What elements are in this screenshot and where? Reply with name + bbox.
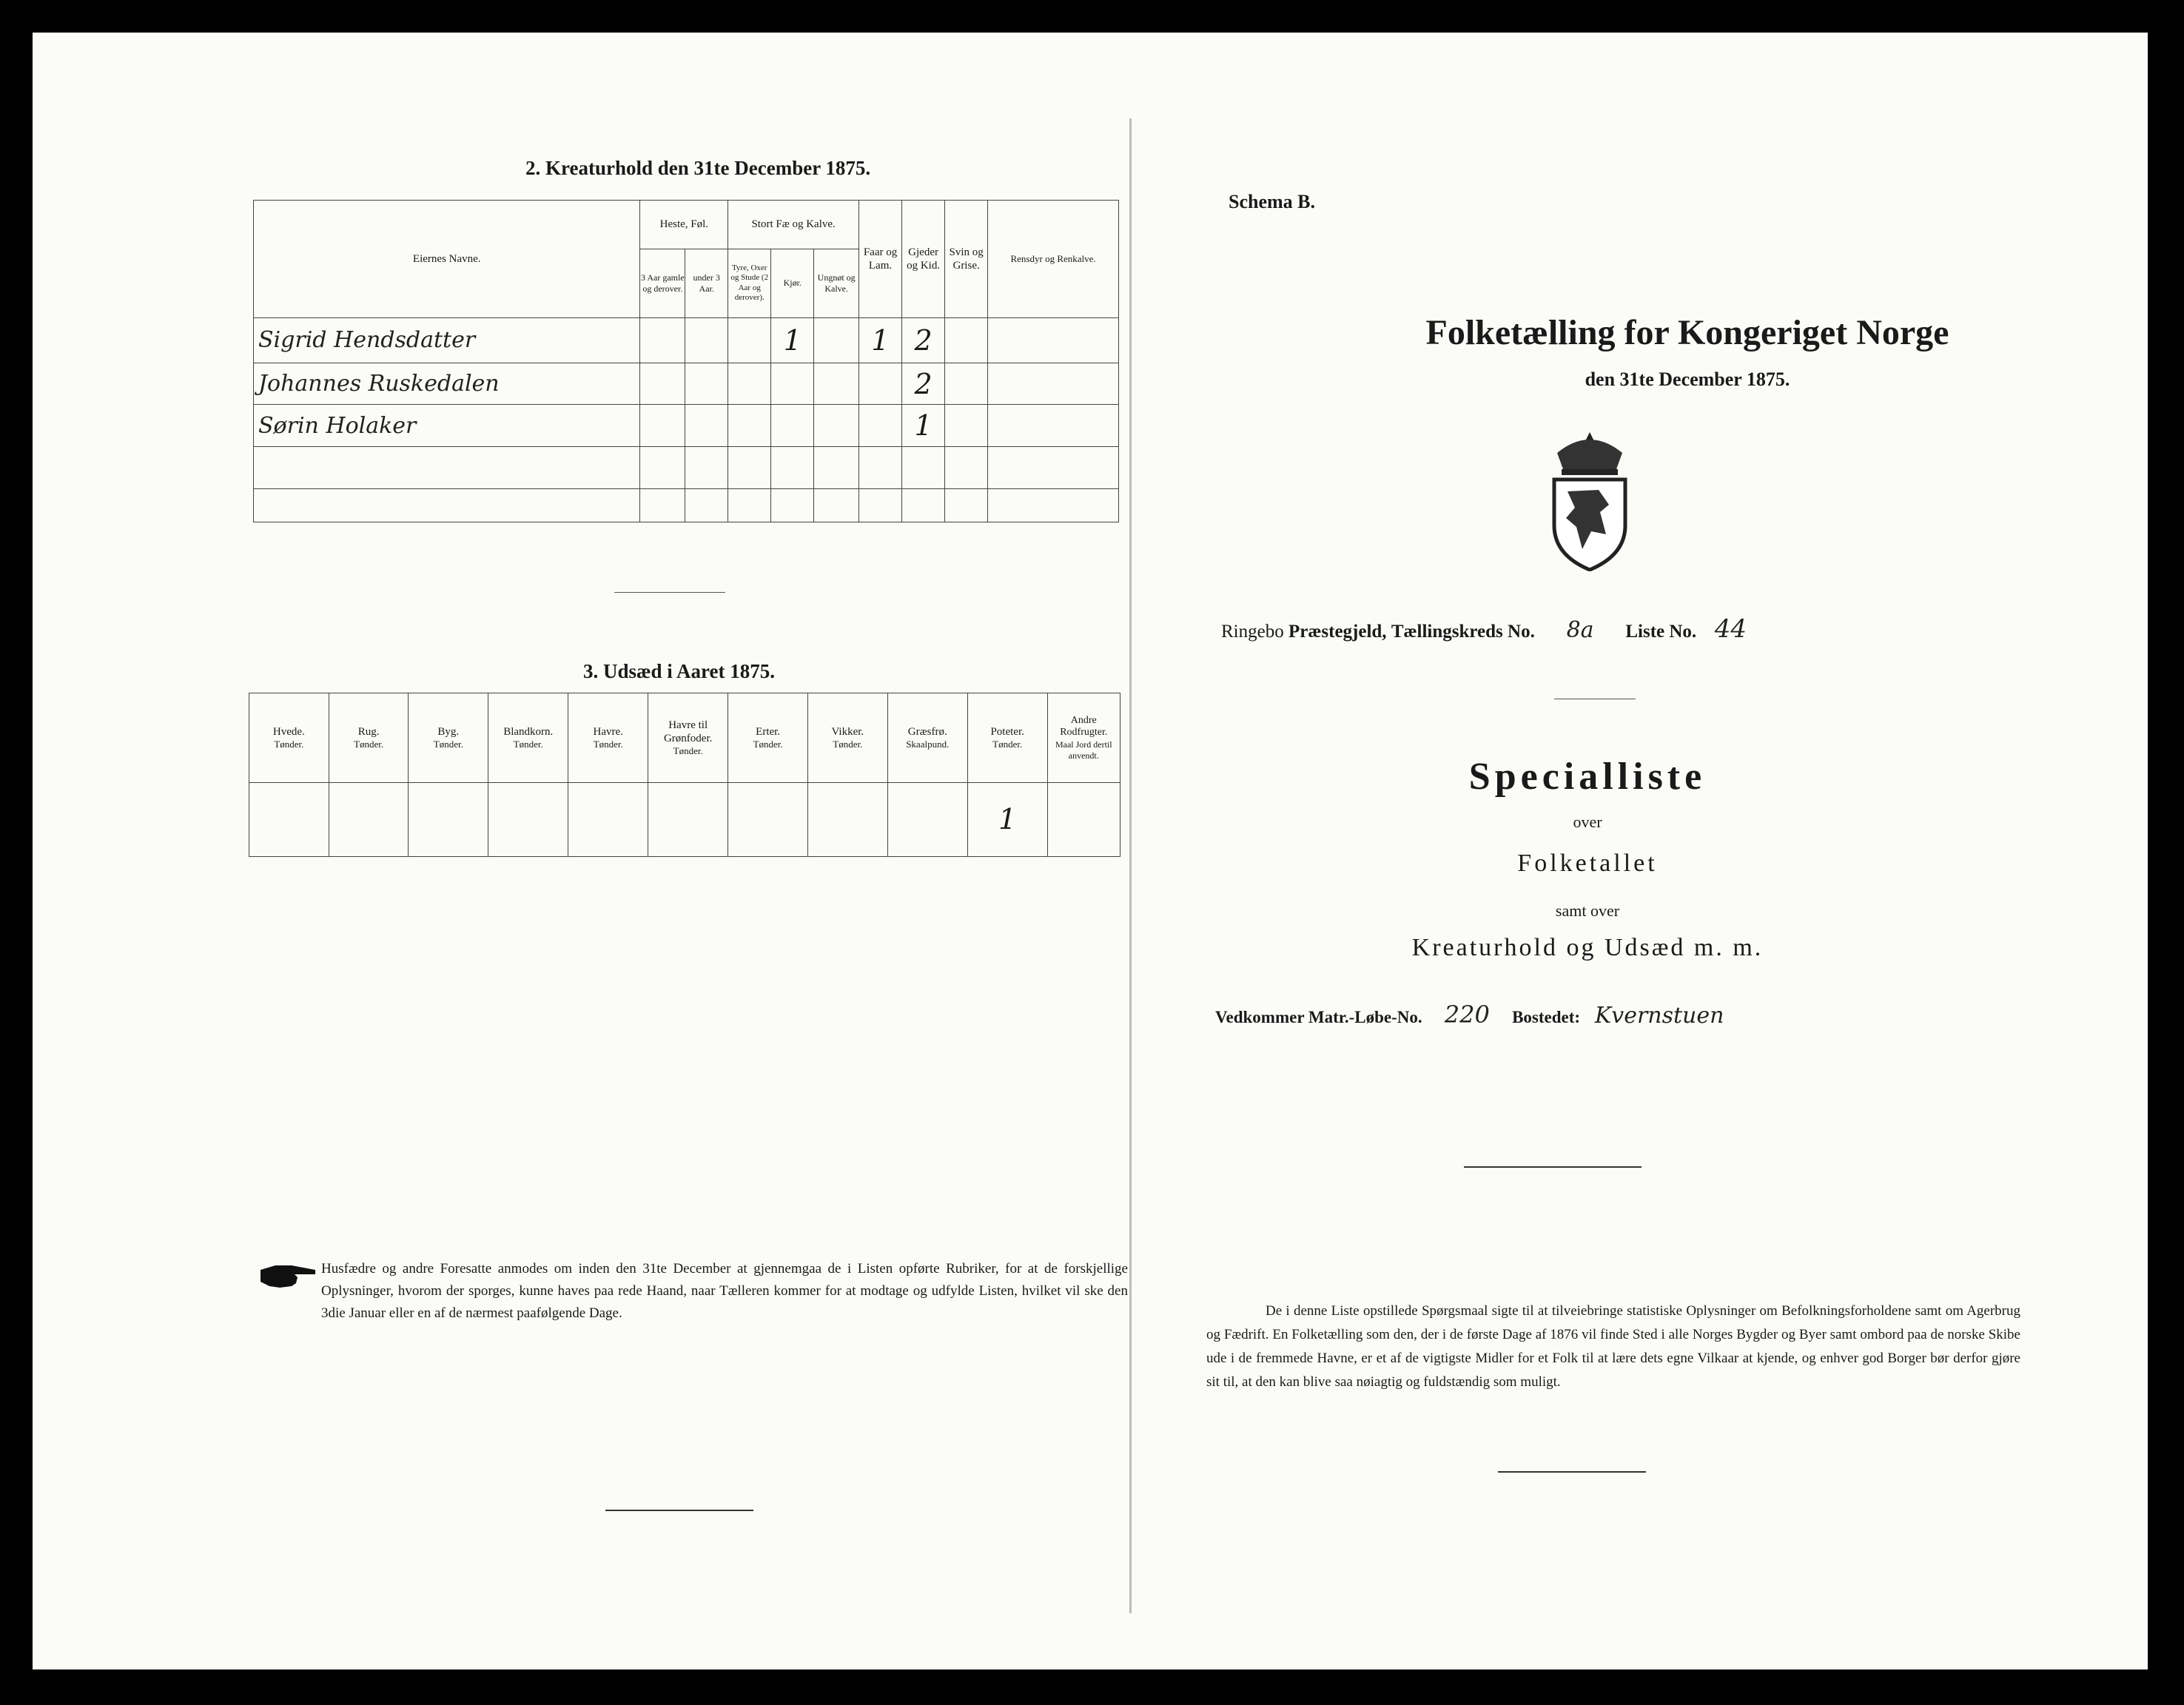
crop-name: Græsfrø. bbox=[907, 725, 947, 738]
prestegjeld-name: Ringebo bbox=[1221, 622, 1284, 642]
document-date: den 31te December 1875. bbox=[1585, 369, 1790, 390]
kreds-value: 8a bbox=[1566, 617, 1594, 643]
owner-name: Johannes Ruskedalen bbox=[254, 363, 640, 405]
stort-fae-header: Stort Fæ og Kalve. bbox=[728, 201, 859, 249]
divider bbox=[1464, 1166, 1642, 1168]
crop-unit: Tønder. bbox=[274, 738, 304, 750]
stort-sub3: Ungnøt og Kalve. bbox=[814, 249, 859, 317]
matr-line bbox=[1215, 1001, 1724, 1029]
location-line bbox=[1221, 614, 1760, 644]
kjor-value bbox=[771, 405, 814, 447]
crop-name: Byg. bbox=[437, 725, 460, 738]
crop-unit: Tønder. bbox=[433, 738, 463, 750]
crop-unit: Tønder. bbox=[992, 738, 1023, 750]
crop-unit: Tønder. bbox=[354, 738, 384, 750]
left-page bbox=[191, 112, 1129, 1612]
stort-sub2: Kjør. bbox=[771, 249, 814, 317]
folketallet-heading: Folketallet bbox=[1517, 850, 1658, 877]
bostedet-label: Bostedet: bbox=[1512, 1008, 1581, 1026]
samt-over-label: samt over bbox=[1555, 901, 1620, 920]
kreaturhold-title: 2. Kreaturhold den 31te December 1875. bbox=[525, 157, 871, 179]
divider bbox=[605, 1510, 753, 1511]
document-title: Folketælling for Kongeriget Norge bbox=[1425, 313, 1949, 352]
heste-header: Heste, Føl. bbox=[640, 201, 728, 249]
matr-value: 220 bbox=[1444, 1001, 1490, 1029]
udsaed-table bbox=[249, 693, 1120, 857]
kreaturhold-heading: Kreaturhold og Udsæd m. m. bbox=[1411, 934, 1764, 961]
owner-name: Sørin Holaker bbox=[254, 405, 640, 447]
kjor-value bbox=[771, 363, 814, 405]
over-label: over bbox=[1573, 813, 1602, 831]
liste-value: 44 bbox=[1714, 614, 1747, 644]
udsaed-value-row bbox=[249, 782, 1120, 856]
svin-header: Svin og Grise. bbox=[945, 201, 988, 318]
crop-name: Hvede. bbox=[272, 725, 305, 738]
right-page bbox=[1132, 112, 2084, 1612]
divider bbox=[614, 592, 725, 593]
crop-name: Rug. bbox=[357, 725, 380, 738]
divider bbox=[1498, 1471, 1646, 1473]
gjeder-value: 2 bbox=[902, 363, 945, 405]
pointing-hand-icon bbox=[259, 1261, 318, 1291]
crop-name: Erter. bbox=[756, 725, 781, 738]
crop-name: Blandkorn. bbox=[503, 725, 554, 738]
table-row bbox=[254, 317, 1119, 363]
crop-unit: Tønder. bbox=[513, 738, 543, 750]
crop-name: Poteter. bbox=[990, 725, 1024, 738]
crop-name: Havre til Grønfoder. bbox=[663, 719, 713, 744]
table-row bbox=[254, 405, 1119, 447]
eiernes-navne-header: Eiernes Navne. bbox=[254, 201, 640, 318]
heste-sub2: under 3 Aar. bbox=[685, 249, 728, 317]
faar-value bbox=[859, 405, 902, 447]
crop-unit: Tønder. bbox=[753, 738, 783, 750]
prestegjeld-label: Præstegjeld, bbox=[1288, 622, 1387, 642]
crop-unit: Tønder. bbox=[833, 738, 863, 750]
kreds-label: Tællingskreds No. bbox=[1391, 622, 1535, 642]
table-row bbox=[254, 363, 1119, 405]
gjeder-header: Gjeder og Kid. bbox=[902, 201, 945, 318]
crop-name: Vikker. bbox=[831, 725, 864, 738]
faar-header: Faar og Lam. bbox=[859, 201, 902, 318]
owner-name: Sigrid Hendsdatter bbox=[254, 317, 640, 363]
crop-name: Havre. bbox=[593, 725, 623, 738]
page-spine bbox=[1129, 118, 1132, 1613]
gjeder-value: 1 bbox=[902, 405, 945, 447]
crop-name: Andre Rodfrugter. bbox=[1060, 714, 1108, 739]
table-row bbox=[254, 488, 1119, 522]
heste-sub1: 3 Aar gamle og derover. bbox=[640, 249, 685, 317]
kjor-value: 1 bbox=[771, 317, 814, 363]
gjeder-value: 2 bbox=[902, 317, 945, 363]
crop-unit: Skaalpund. bbox=[906, 738, 950, 750]
bostedet-value: Kvernstuen bbox=[1594, 1003, 1724, 1029]
schema-label: Schema B. bbox=[1229, 191, 1315, 212]
stort-sub1: Tyre, Oxer og Stude (2 Aar og derover). bbox=[728, 249, 771, 317]
poteter-value: 1 bbox=[967, 782, 1047, 856]
liste-label: Liste No. bbox=[1625, 622, 1697, 642]
notice-text: Husfædre og andre Foresatte anmodes om inden den 31te December at gjennemgaa de i Listen opførte Rubriker, for at de forskjellige Oplysninger, hvorom der sporges, kunne haves paa rede Haand, naar Tælleren kommer for at modtage og udfylde Listen, hvilket vil ske den 3die Januar eller en af de nærmest paafølgende Dage. bbox=[321, 1261, 1128, 1321]
udsaed-header-row bbox=[249, 693, 1120, 783]
specialliste-heading: Specialliste bbox=[1468, 756, 1707, 798]
coat-of-arms-icon bbox=[1538, 431, 1642, 571]
kreaturhold-table bbox=[253, 200, 1119, 522]
crop-unit: Tønder. bbox=[673, 744, 703, 756]
faar-value: 1 bbox=[859, 317, 902, 363]
rensdyr-header: Rensdyr og Renkalve. bbox=[988, 201, 1119, 318]
crop-unit: Maal Jord dertil anvendt. bbox=[1055, 739, 1112, 761]
matr-label: Vedkommer Matr.-Løbe-No. bbox=[1215, 1008, 1422, 1026]
faar-value bbox=[859, 363, 902, 405]
crop-unit: Tønder. bbox=[593, 738, 623, 750]
footer-text: De i denne Liste opstillede Spørgsmaal sigte til at tilveiebringe statistiske Oplysninger om Befolkningsforholdene samt om Agerbrug og Fædrift. En Folketælling som den, der i de første Dage af 1876 vil finde Sted i alle Norges Bygder og Byer samt ombord paa de norske Skibe ude i de fremmede Havne, er et af de vigtigste Midler for et Folk til at lære dets egne Vilkaar at kjende, og enhver god Borger bør derfor gjøre sit til, at den kan blive saa nøiagtig og fuldstændig som muligt. bbox=[1206, 1303, 2020, 1390]
udsaed-title: 3. Udsæd i Aaret 1875. bbox=[583, 660, 776, 682]
table-row bbox=[254, 447, 1119, 489]
